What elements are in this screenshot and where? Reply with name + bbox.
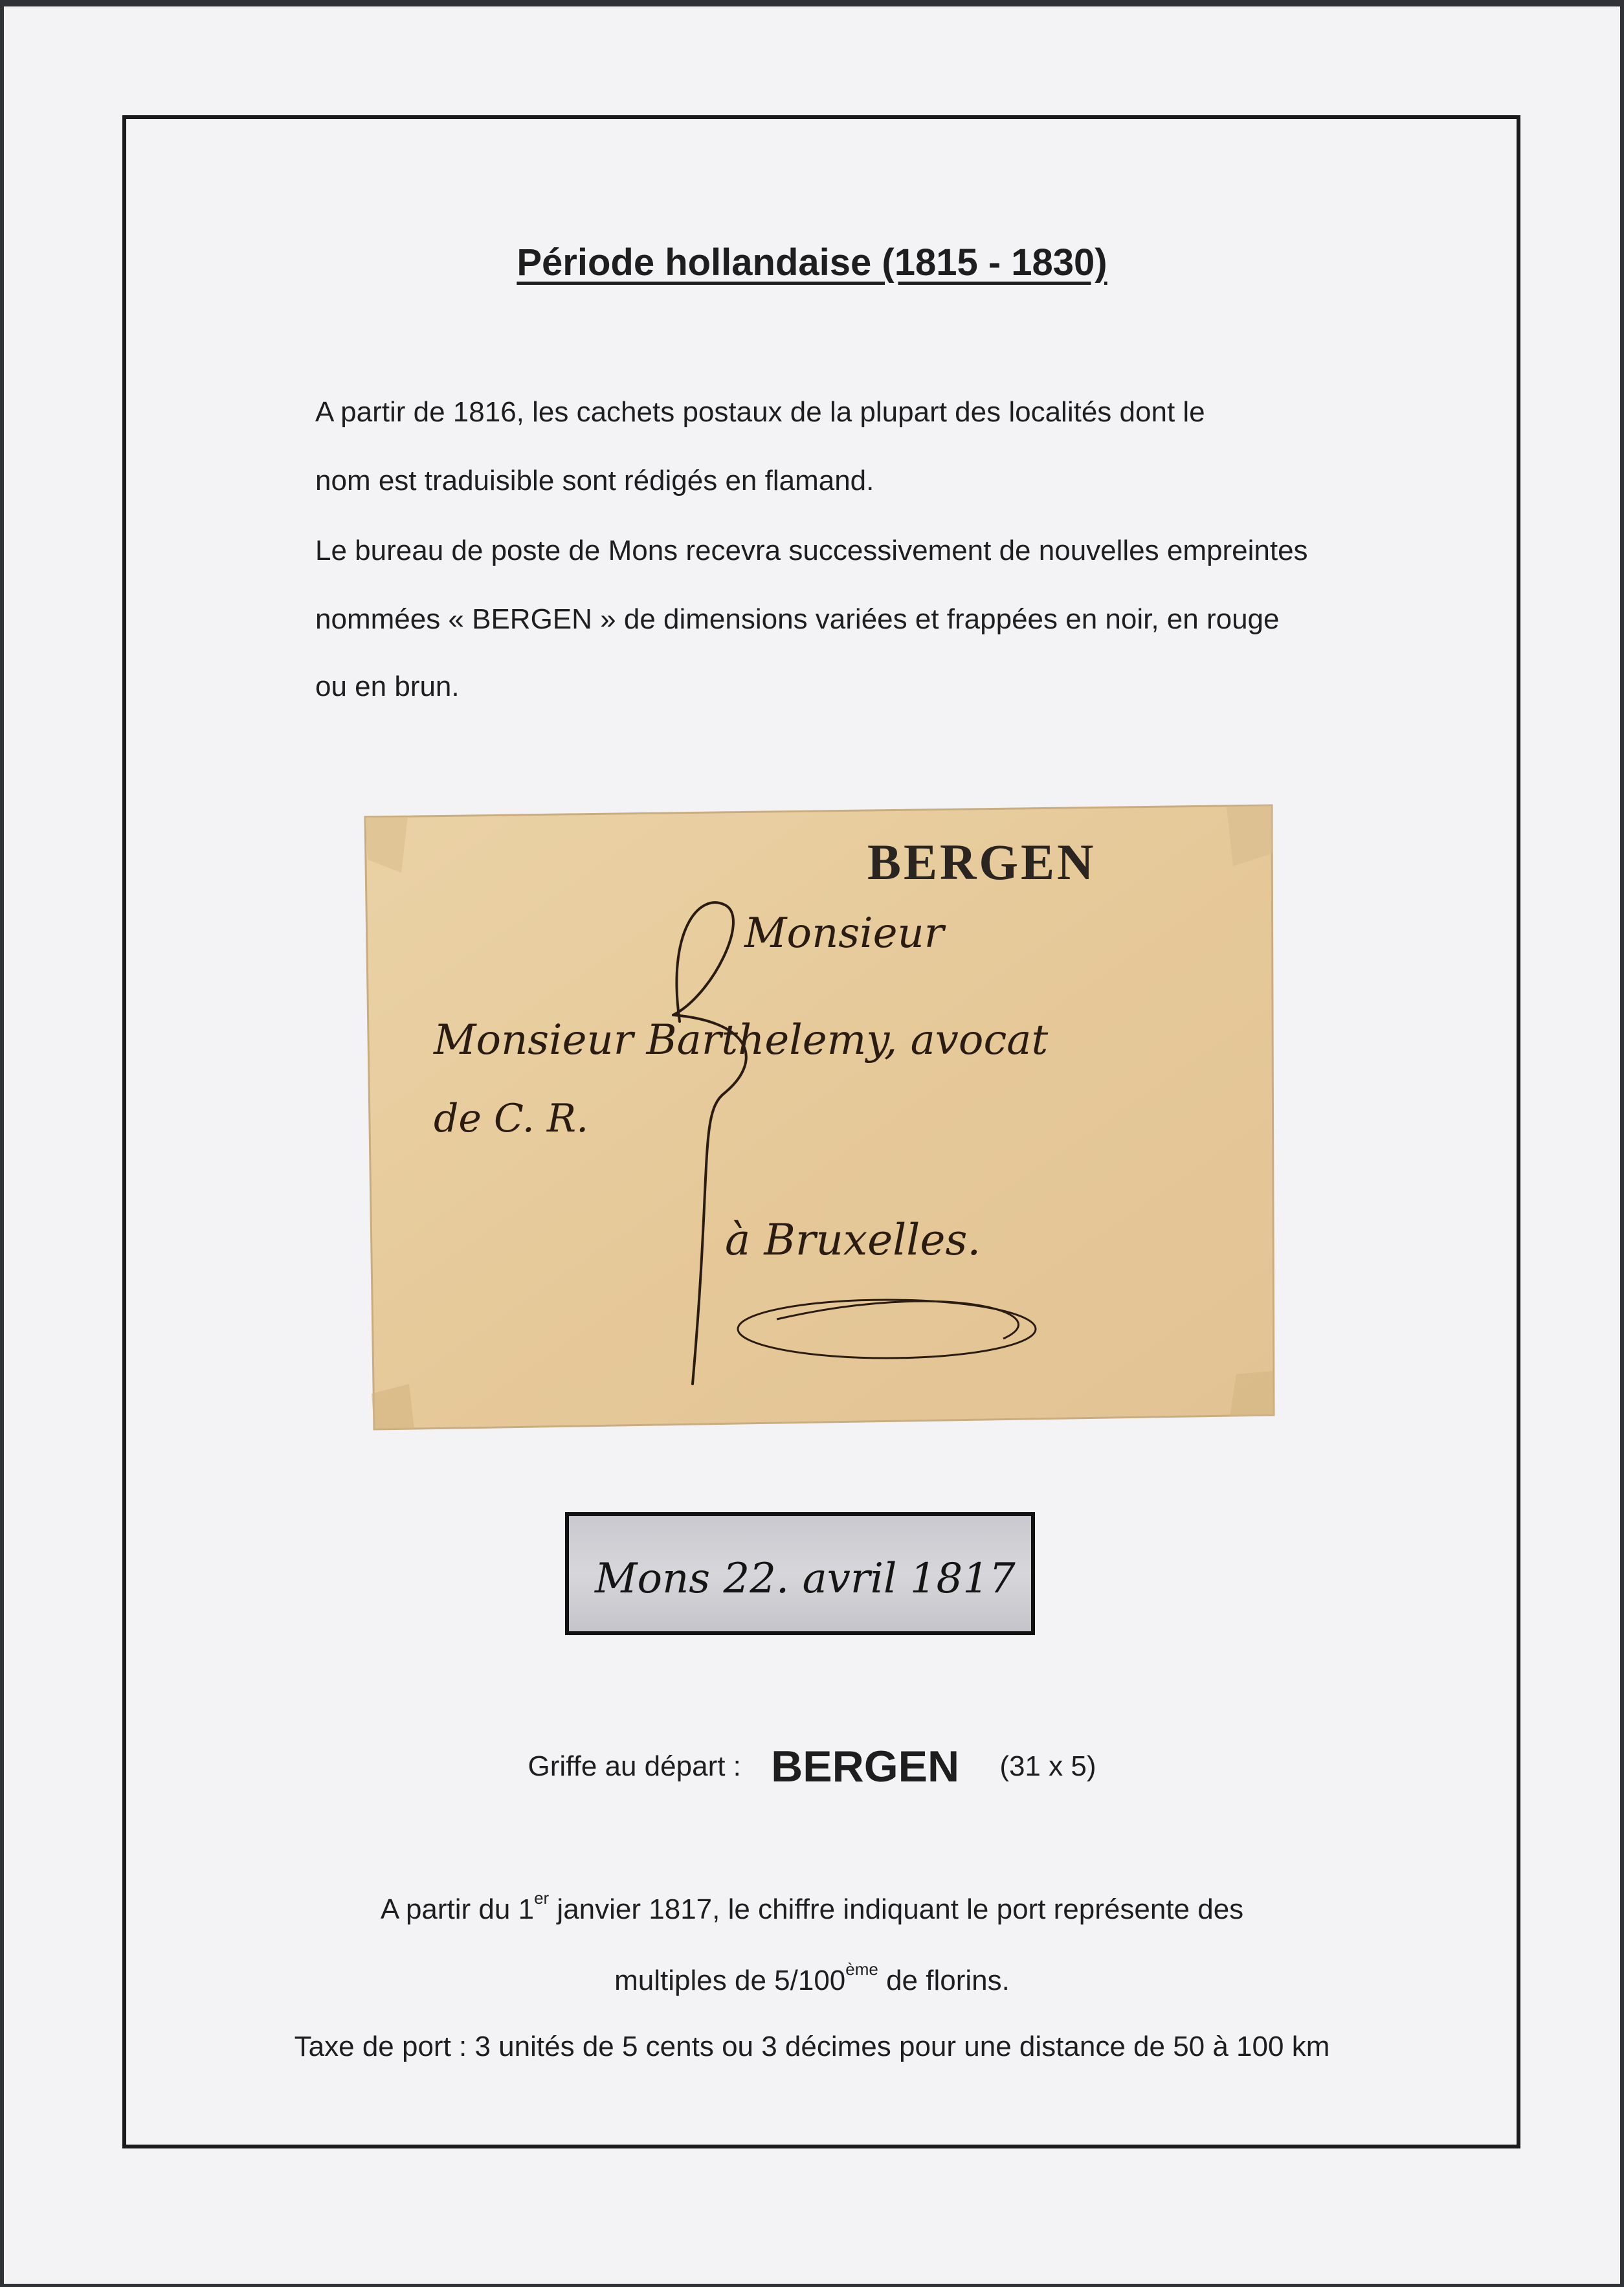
note-line-1-post: janvier 1817, le chiffre indiquant le port représente des — [549, 1893, 1244, 1925]
note-line-2-pre: multiples de 5/100 — [614, 1965, 846, 1996]
intro-line-1: A partir de 1816, les cachets postaux de la plupart des localités dont le — [315, 396, 1205, 428]
date-strip-text: Mons 22. avril 1817 — [595, 1555, 1016, 1603]
date-strip — [565, 1512, 1035, 1635]
address-line-2: Monsieur Barthelemy, avocat — [434, 1016, 1049, 1064]
note-line-1 — [0, 1888, 1624, 1926]
note-line-2 — [0, 1959, 1624, 1997]
address-line-4: à Bruxelles. — [725, 1215, 981, 1265]
griffe-name: BERGEN — [771, 1742, 960, 1791]
note-line-3: Taxe de port : 3 unités de 5 cents ou 3 décimes pour une distance de 50 à 100 km — [294, 2031, 1330, 2062]
note-line-2-sup: ème — [845, 1959, 878, 1979]
intro-line-4: nommées « BERGEN » de dimensions variées et frappées en noir, en rouge — [315, 603, 1280, 635]
griffe-line — [0, 1741, 1624, 1792]
intro-line-3: Le bureau de poste de Mons recevra successivement de nouvelles empreintes — [315, 535, 1308, 566]
note-line-1-sup: er — [534, 1888, 550, 1908]
note-line-1-pre: A partir du 1 — [380, 1893, 535, 1925]
note-line-2-post: de florins. — [878, 1965, 1010, 1996]
griffe-dimensions: (31 x 5) — [999, 1750, 1096, 1782]
address-line-1: Monsieur — [744, 909, 944, 957]
griffe-label: Griffe au départ : — [528, 1750, 741, 1782]
page-title: Période hollandaise (1815 - 1830) — [517, 241, 1107, 284]
folded-letter-image — [362, 801, 1275, 1431]
intro-line-5: ou en brun. — [315, 671, 460, 702]
bergen-stamp: BERGEN — [867, 834, 1096, 890]
address-line-3: de C. R. — [434, 1096, 589, 1141]
intro-line-2: nom est traduisible sont rédigés en flamand. — [315, 465, 874, 496]
